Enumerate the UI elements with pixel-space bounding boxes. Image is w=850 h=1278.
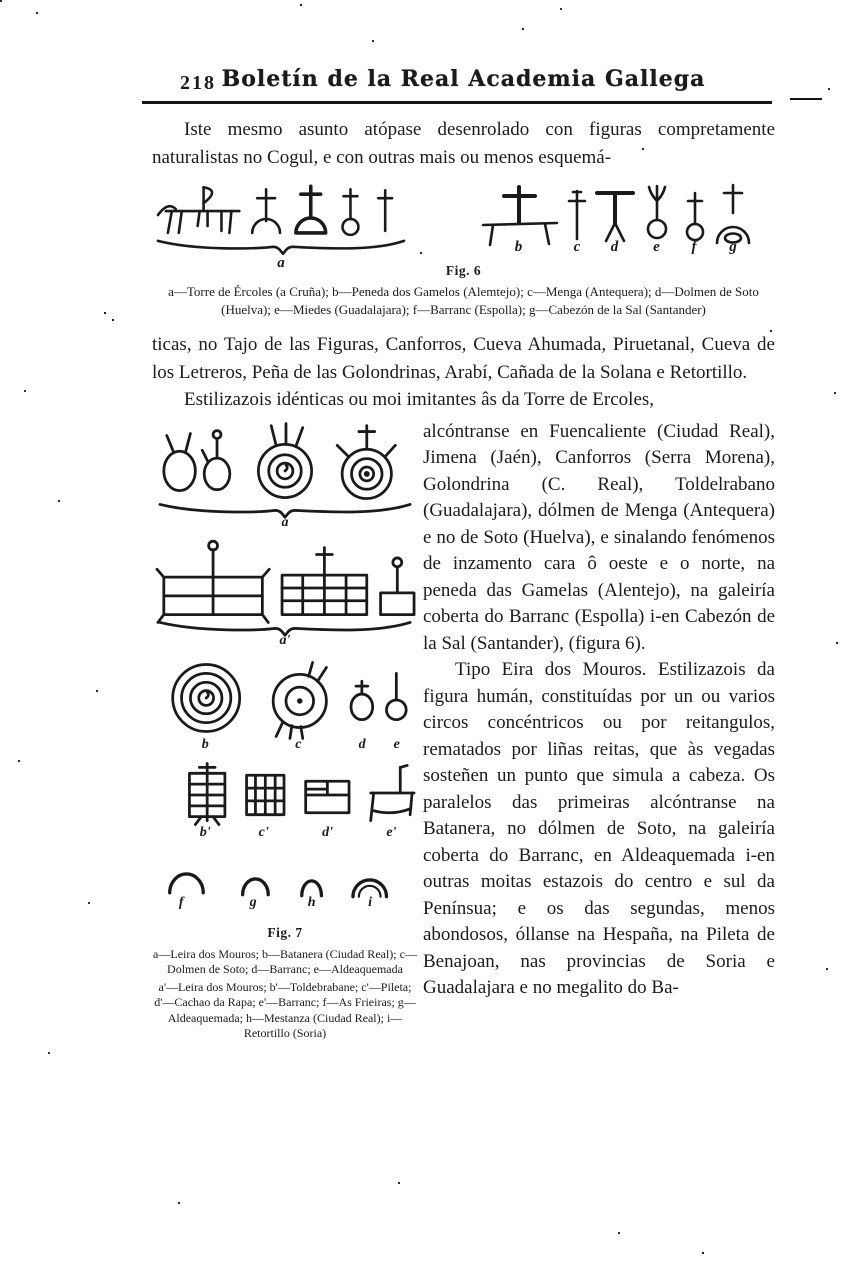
fig7-label-f: f [178,894,184,910]
fig7-label-c-prime: c' [258,824,269,840]
figure-7 [152,419,418,1042]
fig7-row-4-letters [152,824,418,847]
fig7-row-a-prime-letters [152,632,418,655]
two-column-zone [152,419,775,1042]
fig7-label-d: d [358,736,366,752]
fig6-label-a: a [277,255,285,271]
page-header [152,66,775,100]
fig7-row-4-drawing [152,759,418,829]
fig6-group-a [152,181,410,271]
fig7-label-d-prime: d' [322,824,333,840]
fig7-row-3-letters [152,736,418,759]
header-rule-dash [790,98,822,100]
petroglyph-group-a-drawing [152,181,410,261]
fig7-row-a-letters [152,514,418,537]
header-title: Boletín de la Real Academia Gallega [221,66,706,92]
fig7-label-b: b [201,736,209,752]
fig7-row-4 [152,759,418,847]
figure-6-caption: a—Torre de Ércoles (a Cruña); b—Peneda dos Gamelos (Alemtejo); c—Menga (Antequera); d—Dolmen de Soto (Huelva); e—Miedes (Guadalajara); f—Barranc (Espolla); g—Cabezón de la Sal (Santander) [168,284,759,317]
paragraph-2: ticas, no Tajo de las Figuras, Canforros, Cueva Ahumada, Piruetanal, Cueva de los Letreros, Peña de las Golondrinas, Arabí, Cañada de la Solana e Retortillo. [152,334,775,383]
fig6-group-bg [475,181,775,261]
fig7-label-c: c [295,736,302,752]
fig7-row-a-drawing [152,419,418,519]
figure-6 [152,181,775,318]
fig7-row-5 [152,847,418,917]
paragraph-3-continuation: alcóntranse en Fuencaliente (Ciudad Real), Jimena (Jaén), Canforros (Serra Morena), Golondrina (C. Real), Toldelrabano (Guadalajara), dólmen de Menga (Antequera) e no de Soto (Huelva), e sinalando fenómenos de inzamento cara ô oeste e o norte, na peneda das Gamelas (Alentejo), na galeiría coberta do Barranc (Espolla) i-en Cabezón de la Sal (Santander), (figura 6). [423,420,775,654]
fig7-row-3-drawing [152,655,418,741]
fig7-row-3 [152,655,418,759]
fig7-row-a [152,419,418,537]
fig7-row-a-prime [152,537,418,655]
fig7-label-e-prime: e' [386,824,397,840]
figure-7-caption-1: a—Leira dos Mouros; b—Batanera (Ciudad Real); c—Dolmen de Soto; d—Barranc; e—Aldeaquemada [153,946,417,976]
paragraph-4: Tipo Eira dos Mouros. Estilizazois da figura humán, constituídas por un ou varios circos concéntricos ou por reitangulos, rematados por liñas reitas, que às vegadas sosteñen un punto que simula a cabeza. Os paralelos das primeiras alcóntranse na Batanera, no dólmen de Soto, na galeiría coberta do Barranc, en Aldeaquemada i-en outras moitas estazois do centro e sul da Penínsua; e os das segundas, menos abondosos, óllanse na Hespaña, na Pileta de Benajoan, nas provincias de Soria e Guadalajara e no megalito do Ba- [423,659,775,998]
fig7-label-a: a [281,514,289,530]
page-number: 218 [180,72,216,94]
fig6-label-d: d [610,239,619,255]
scan-noise [0,0,2,2]
fig6-label-c: c [573,239,581,255]
fig7-label-e: e [393,736,400,752]
fig7-label-a-prime: a' [279,632,291,648]
right-text-column [423,419,775,1042]
fig7-label-h: h [307,894,316,910]
fig7-label-g: g [249,894,257,910]
fig6-label-g: g [729,239,737,255]
paragraph-3-first-line: Estilizazois idénticas ou moi imitantes âs da Torre de Ercoles, [184,389,655,410]
figure-7-label: Fig. 7 [267,924,303,940]
figure-6-label: Fig. 6 [445,263,482,278]
fig7-row-5-letters [152,894,418,917]
paragraph-1: Iste mesmo asunto atópase desenrolado con figuras compretamente naturalistas no Cogul, e con outras mais ou menos esquemá- [152,119,775,168]
fig7-row-5-drawing [152,847,418,899]
fig7-row-a-prime-drawing [152,537,418,637]
fig6-label-b: b [514,239,523,255]
fig7-label-b-prime: b' [199,824,211,840]
fig6-label-e: e [653,239,660,255]
figure-7-caption-2: a'—Leira dos Mouros; b'—Toldebrabane; c'—Pileta; d'—Cachao da Rapa; e'—Barranc; f—As Frieiras; g—Aldeaquemada; h—Mestanza (Ciudad Real); i—Retortillo (Soria) [154,979,416,1040]
fig6-label-f: f [691,239,697,255]
header-rule [142,101,772,104]
fig7-label-i: i [368,894,373,910]
page-body [152,116,775,1042]
